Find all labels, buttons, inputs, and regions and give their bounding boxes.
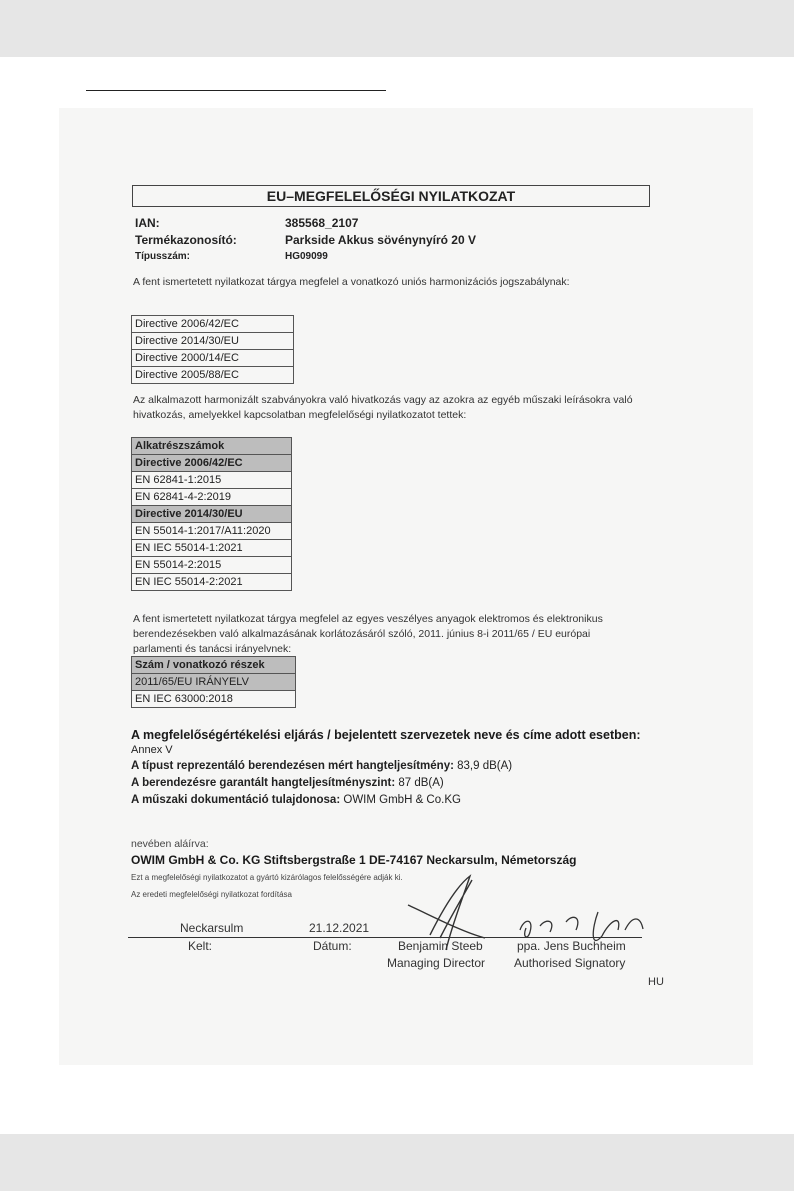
- language-code: HU: [648, 976, 664, 988]
- document-title: EU–MEGFELELŐSÉGI NYILATKOZAT: [132, 185, 650, 207]
- standard-row: EN IEC 55014-1:2021: [132, 540, 292, 557]
- parts-table-header: Alkatrészszámok: [132, 438, 292, 455]
- signer1-role: Managing Director: [387, 956, 486, 970]
- ian-value: 385568_2107: [285, 216, 359, 230]
- owner-label: A műszaki dokumentáció tulajdonosa:: [131, 794, 341, 806]
- translation-note: Az eredeti megfelelőségi nyilatkozat fordítása: [131, 890, 292, 899]
- annex-text: Annex V: [131, 744, 173, 756]
- date-value: 21.12.2021: [309, 921, 370, 935]
- directive-row: Directive 2006/42/EC: [132, 316, 294, 333]
- signed-on-behalf: nevében aláírva:: [131, 838, 209, 850]
- signature-line: [128, 937, 642, 938]
- standards-intro: Az alkalmazott harmonizált szabványokra való hivatkozás vagy az azokra az egyéb műszaki leírásokra való hivatkozás, amelyekkel kapcsolatban megfelelőségi nyilatkozatot tettek:: [133, 394, 633, 421]
- parts-group-heading: Directive 2014/30/EU: [132, 506, 292, 523]
- standard-row: EN 55014-1:2017/A11:2020: [132, 523, 292, 540]
- standard-row: EN 55014-2:2015: [132, 557, 292, 574]
- owner-value: OWIM GmbH & Co.KG: [343, 794, 461, 806]
- rohs-directive-row: 2011/65/EU IRÁNYELV: [132, 674, 296, 691]
- signer2-role: Authorised Signatory: [514, 956, 626, 970]
- procedure-heading: A megfelelőségértékelési eljárás / bejelentett szervezetek neve és címe adott esetben:: [131, 728, 641, 742]
- standard-row: EN IEC 55014-2:2021: [132, 574, 292, 591]
- standard-row: EN 62841-4-2:2019: [132, 489, 292, 506]
- parts-group-heading: Directive 2006/42/EC: [132, 455, 292, 472]
- place-label: Kelt:: [188, 939, 213, 953]
- guaranteed-label: A berendezésre garantált hangteljesítményszint:: [131, 777, 396, 789]
- signer1-name: Benjamin Steeb: [398, 939, 483, 953]
- rohs-text: A fent ismertetett nyilatkozat tárgya megfelel az egyes veszélyes anyagok elektromos és elektronikus berendezésekben való alkalmazásának korlátozásáról szóló, 2011. június 8-i 2011/65 / EU európai parlamenti és tanácsi irányelvnek:: [133, 613, 603, 655]
- directive-row: Directive 2005/88/EC: [132, 367, 294, 384]
- responsibility-note: Ezt a megfelelőségi nyilatkozatot a gyártó kizárólagos felelősségére adják ki.: [131, 873, 403, 882]
- bottom-band: [0, 1134, 794, 1191]
- signer2-name: ppa. Jens Buchheim: [517, 939, 626, 953]
- measured-label: A típust reprezentáló berendezésen mért hangteljesítmény:: [131, 760, 454, 772]
- ian-label: IAN:: [135, 216, 160, 230]
- product-label: Termékazonosító:: [135, 233, 237, 247]
- rohs-table-header: Szám / vonatkozó részek: [132, 657, 296, 674]
- intro-text: A fent ismertetett nyilatkozat tárgya megfelel a vonatkozó uniós harmonizációs jogszabálynak:: [133, 276, 570, 288]
- date-label: Dátum:: [313, 939, 352, 953]
- guaranteed-value: 87 dB(A): [398, 777, 444, 789]
- product-value: Parkside Akkus sövénynyíró 20 V: [285, 233, 476, 247]
- company-address: OWIM GmbH & Co. KG Stiftsbergstraße 1 DE-74167 Neckarsulm, Németország: [131, 853, 577, 867]
- place-value: Neckarsulm: [180, 921, 244, 935]
- directive-row: Directive 2000/14/EC: [132, 350, 294, 367]
- measured-value: 83,9 dB(A): [457, 760, 513, 772]
- type-value: HG09099: [285, 251, 328, 262]
- rohs-standard-row: EN IEC 63000:2018: [132, 691, 296, 708]
- standard-row: EN 62841-1:2015: [132, 472, 292, 489]
- directive-row: Directive 2014/30/EU: [132, 333, 294, 350]
- type-label: Típusszám:: [135, 251, 191, 262]
